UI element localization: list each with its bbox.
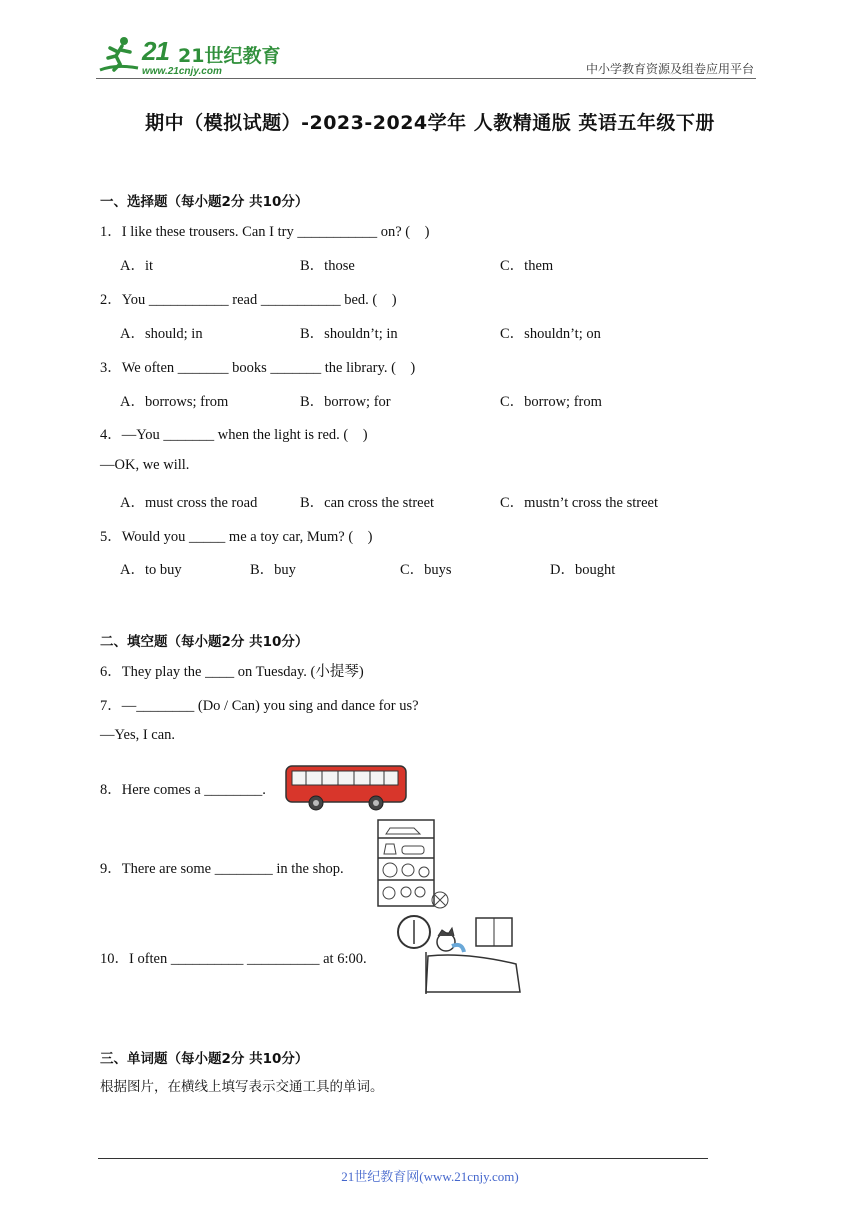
question-9: 9．There are some ________ in the shop. [100,861,344,877]
site-logo [96,34,281,78]
runner-icon [96,34,142,78]
q1-option-a: A．it [120,258,154,274]
logo-number: 21 [142,36,169,66]
question-3: 3．We often _______ books _______ the library. ( ) [100,360,416,376]
q3-option-b: B．borrow; for [300,394,391,410]
question-7-reply: —Yes, I can. [100,727,176,743]
q5-option-d: D．bought [550,562,616,578]
q5-option-a: A．to buy [120,562,182,578]
boy-waking-up-picture [396,912,524,996]
question-7: 7．—________ (Do / Can) you sing and dance for us? [100,698,419,714]
q4-option-c: C．mustn’t cross the street [500,495,659,511]
q1-option-c: C．them [500,258,554,274]
q5-option-b: B．buy [250,562,296,578]
section3-instruction: 根据图片，在横线上填写表示交通工具的单词。 [100,1079,384,1095]
question-2: 2．You ___________ read ___________ bed. ( ) [100,292,397,308]
logo-brand: 21世纪教育 [178,45,281,67]
question-1: 1．I like these trousers. Can I try ___________ on? ( ) [100,224,430,240]
q3-option-a: A．borrows; from [120,394,229,410]
footer-divider [98,1158,708,1159]
logo-url: www.21cnjy.com [142,66,222,77]
question-10: 10．I often __________ __________ at 6:00. [100,951,367,967]
platform-name: 中小学教育资源及组卷应用平台 [585,62,754,76]
section3-heading: 三、单词题（每小题2分 共10分） [100,1051,309,1067]
question-4: 4．—You _______ when the light is red. ( ) [100,427,368,443]
question-8: 8．Here comes a ________. [100,782,266,798]
page-title: 期中（模拟试题）-2023-2024学年 人教精通版 英语五年级下册 [145,112,715,134]
q2-option-a: A．should; in [120,326,203,342]
question-5: 5．Would you _____ me a toy car, Mum? ( ) [100,529,373,545]
section2-heading: 二、填空题（每小题2分 共10分） [100,634,309,650]
question-6: 6．They play the ____ on Tuesday. (小提琴) [100,664,364,680]
q4-option-a: A．must cross the road [120,495,258,511]
bus-picture [284,762,408,814]
header-divider [96,78,756,79]
section1-heading: 一、选择题（每小题2分 共10分） [100,194,309,210]
q1-option-b: B．those [300,258,355,274]
footer-link[interactable]: 21世纪教育网(www.21cnjy.com) [341,1169,519,1184]
q4-option-b: B．can cross the street [300,495,435,511]
q2-option-b: B．shouldn’t; in [300,326,398,342]
question-4-reply: —OK, we will. [100,457,190,473]
q3-option-c: C．borrow; from [500,394,602,410]
q5-option-c: C．buys [400,562,452,578]
toy-shelf-picture [374,818,452,910]
q2-option-c: C．shouldn’t; on [500,326,601,342]
